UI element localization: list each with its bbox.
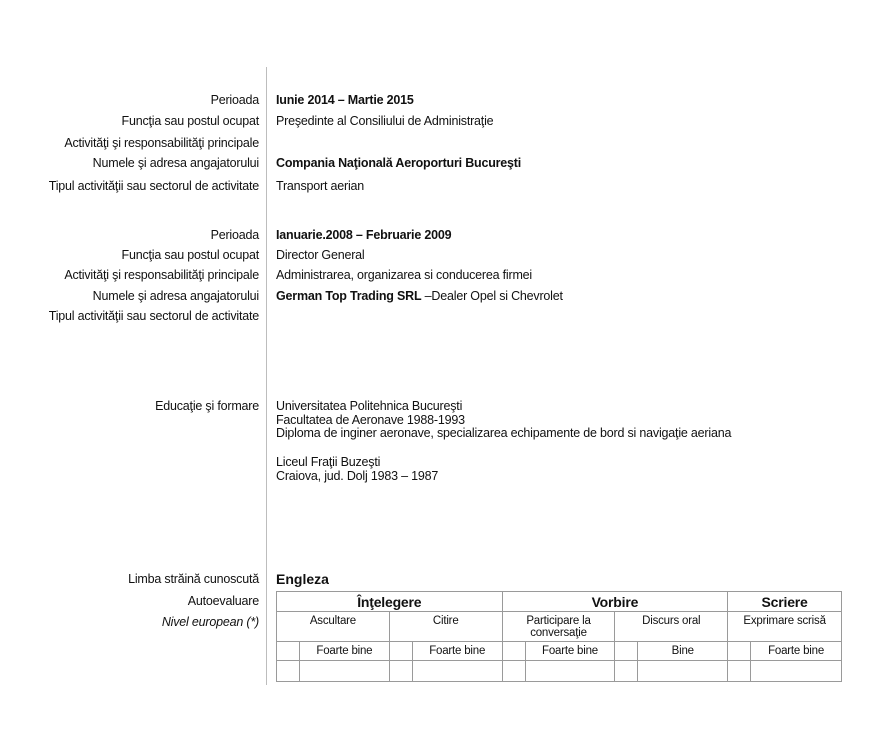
level-reading: Foarte bine <box>429 645 486 657</box>
level-cell <box>502 642 615 661</box>
period-value: Iunie 2014 – Martie 2015 <box>276 93 414 107</box>
vertical-divider <box>266 67 267 685</box>
skill-reading: Citire <box>389 612 502 642</box>
sector-label: Tipul activităţii sau sectorul de activitate <box>48 309 259 323</box>
language-level-table <box>276 591 842 682</box>
employer-suffix: –Dealer Opel si Chevrolet <box>421 289 563 303</box>
activities-label: Activităţi şi responsabilităţi principale <box>64 136 259 150</box>
empty-cell <box>728 661 842 682</box>
skill-oral-discourse: Discurs oral <box>615 612 728 642</box>
language-name: Engleza <box>276 571 329 587</box>
language-label: Limba străină cunoscută <box>128 572 259 586</box>
employer-label: Numele şi adresa angajatorului <box>92 289 259 303</box>
education-block-highschool <box>276 456 438 483</box>
empty-cell <box>502 661 615 682</box>
sector-value: Transport aerian <box>276 179 365 193</box>
function-label: Funcţia sau postul ocupat <box>121 114 259 128</box>
group-speaking: Vorbire <box>502 592 728 612</box>
skill-written-expression: Exprimare scrisă <box>728 612 842 642</box>
empty-cell <box>615 661 728 682</box>
empty-cell <box>389 661 502 682</box>
european-level-label: Nivel european (*) <box>161 615 259 629</box>
empty-cell <box>277 661 390 682</box>
level-oral-discourse: Bine <box>671 645 694 657</box>
education-line: Liceul Fraţii Buzeşti <box>276 455 381 469</box>
period-label: Perioada <box>210 228 259 242</box>
level-conversation: Foarte bine <box>542 645 598 657</box>
education-line: Universitatea Politehnica Bucureşti <box>276 399 463 413</box>
level-cell <box>277 642 390 661</box>
sector-label: Tipul activităţii sau sectorul de activitate <box>48 179 259 193</box>
employer-label: Numele şi adresa angajatorului <box>92 156 259 170</box>
employer-name: Compania Naţională Aeroporturi Bucureşti <box>276 156 522 170</box>
level-cell <box>615 642 728 661</box>
group-understanding: Înţelegere <box>277 592 503 612</box>
function-label: Funcţia sau postul ocupat <box>121 248 259 262</box>
education-block-university <box>276 400 731 441</box>
activities-value: Administrarea, organizarea si conducerea firmei <box>276 268 532 282</box>
self-assessment-label: Autoevaluare <box>187 594 259 608</box>
skill-conversation: Participare la conversaţie <box>502 612 615 642</box>
education-line: Diploma de inginer aeronave, specializarea echipamente de bord si navigaţie aeriana <box>276 426 732 440</box>
group-writing: Scriere <box>728 592 842 612</box>
education-line: Craiova, jud. Dolj 1983 – 1987 <box>276 468 439 483</box>
function-value: Director General <box>276 248 365 262</box>
activities-label: Activităţi şi responsabilităţi principale <box>64 268 259 282</box>
skill-listening: Ascultare <box>277 612 390 642</box>
function-value: Preşedinte al Consiliului de Administraţie <box>276 114 494 128</box>
level-cell <box>389 642 502 661</box>
period-label: Perioada <box>210 93 259 107</box>
level-written-expression: Foarte bine <box>768 645 825 657</box>
level-listening: Foarte bine <box>316 645 373 657</box>
employer-value <box>276 289 563 304</box>
education-label: Educaţie şi formare <box>155 399 259 413</box>
level-cell <box>728 642 842 661</box>
employer-name: German Top Trading SRL <box>276 289 422 303</box>
period-value: Ianuarie.2008 – Februarie 2009 <box>276 228 452 242</box>
employer-value <box>276 156 521 171</box>
education-line: Facultatea de Aeronave 1988-1993 <box>276 412 465 427</box>
